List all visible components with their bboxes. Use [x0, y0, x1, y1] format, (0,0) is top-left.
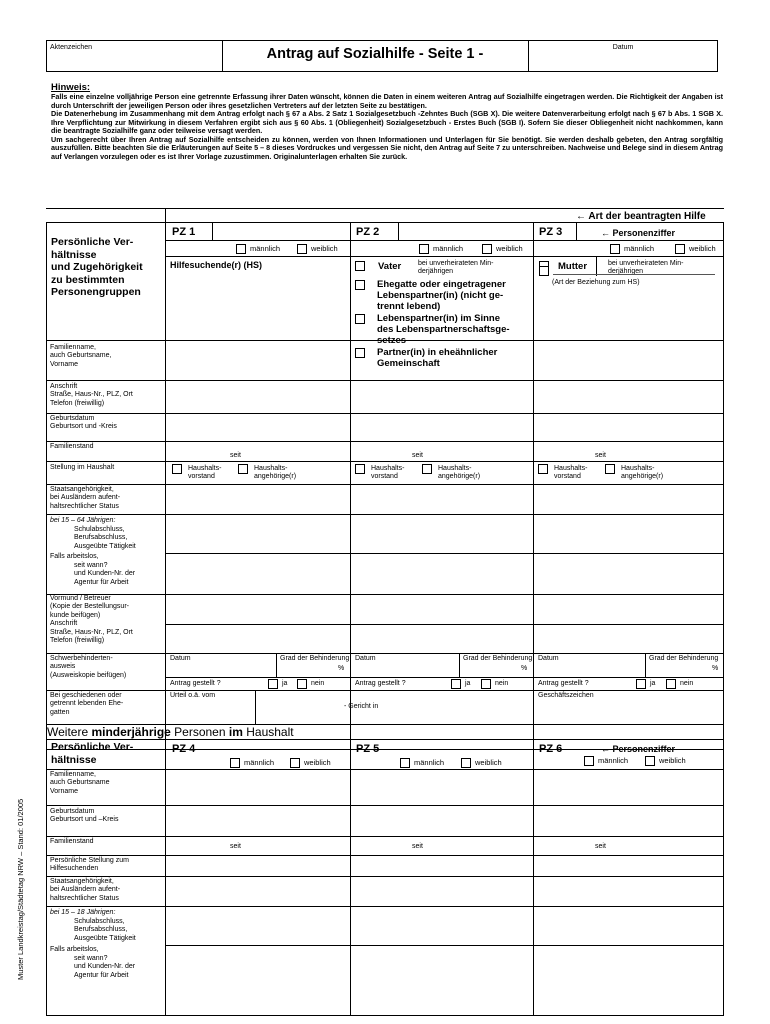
- maennlich-label: männlich: [624, 244, 655, 253]
- hinweis-text: Falls eine einzelne volljährige Person eine getrennte Erfassung ihrer Daten wünscht, können die Daten in einem weiteren Antrag auf Sozialhilfe eingetragen werden. Die Richtigkeit der Angaben ist durch Unterschrift der jeweiligen Person oder ihres gesetzlichen Vertreters auf der letzten Seite zu bestätigen. Die Datenerhebung im Zusammenhang mit dem Antrag erfolgt nach § 67 a Abs. 2 Satz 1 Sozialgesetzbuch -Zehntes Buch (SGB X). Die weitere Datenverarbeitung erfolgt nach § 67 b Abs. 1 SGB X. Ihre Verpflichtung zur Mitwirkung in diesem Verfahren ergibt sich aus § 60 Abs. 1 (Obliegenheit) Sozialgesetzbuch - Erstes Buch (SGB I). Sofern Sie dieser Obliegenheit nicht nachkommen, kann die beantragte Sozialhilfe ganz oder teilweise versagt werden. Um sachgerecht über Ihren Antrag auf Sozialhilfe entscheiden zu können, werden von Ihnen Informationen und Unterlagen für Sie benötigt. Sie werden deshalb gebeten, den Antrag sorgfältig auszufüllen. Bitte beachten Sie die Erläuterungen auf Seite 5 – 8 dieses Vordruckes und vergessen Sie nicht, den Antrag auf Seite 7 zu unterschreiben. Nachweise und Belege sind in diesem Antrag auf Verlangen vorzulegen oder es ist Ihrer Vorlage zuzustimmen. Originalunterlagen erhalten Sie zurück.: [51, 92, 723, 161]
- haushaltsangehoerige-label: Haushalts- angehörige(r): [438, 465, 481, 481]
- haushaltsvorstand-label: Haushalts- vorstand: [554, 465, 588, 481]
- geschieden-label: Bei geschiedenen oder getrennt lebenden Ehe- gatten: [50, 692, 124, 716]
- grad-label: Grad der Behinderung: [463, 655, 533, 662]
- arbeitslos-label: Falls arbeitslos,: [50, 946, 99, 953]
- weiblich-label: weiblich: [304, 758, 331, 767]
- weiblich-label: weiblich: [689, 244, 716, 253]
- pz6-label: PZ 6: [539, 743, 563, 755]
- section2-title: [47, 725, 294, 739]
- art-der-hilfe-label: ← Art der beantragten Hilfe: [576, 211, 706, 222]
- ja-label: ja: [465, 680, 471, 687]
- title-part: Haushalt: [242, 725, 294, 739]
- beziehung-checkbox[interactable]: [539, 266, 549, 276]
- personenziffer-label: ← Personenziffer: [601, 228, 676, 238]
- aktenzeichen-field[interactable]: [47, 54, 221, 71]
- seit-wann-label: seit wann? und Kunden-Nr. der Agentur für Arbeit: [74, 955, 136, 979]
- pz1-haushaltsvorstand-checkbox[interactable]: [172, 464, 182, 474]
- seit-label: seit: [412, 452, 423, 459]
- ehegatte-checkbox[interactable]: [355, 280, 365, 290]
- weiblich-label: weiblich: [659, 756, 686, 765]
- pz3-weiblich-checkbox[interactable]: [675, 244, 685, 254]
- mutter-label: Mutter: [558, 261, 588, 272]
- title-part: im: [228, 725, 243, 739]
- side-footer-text: Muster Landkreistag/Städtetag NRW – Stand: 01/2005: [16, 798, 25, 980]
- lebenspartner-checkbox[interactable]: [355, 314, 365, 324]
- maennlich-label: männlich: [598, 756, 629, 765]
- antrag-gestellt-label: Antrag gestellt ?: [355, 680, 406, 687]
- grad-label: Grad der Behinderung: [649, 655, 719, 662]
- familienstand-label: Familienstand: [50, 838, 94, 845]
- seit-label: seit: [230, 843, 241, 850]
- pz2-ja-checkbox[interactable]: [451, 679, 461, 689]
- pz2-weiblich-checkbox[interactable]: [482, 244, 492, 254]
- pz3-haushaltsangehoerige-checkbox[interactable]: [605, 464, 615, 474]
- gericht-label: - Gericht in: [344, 703, 379, 710]
- datum-label: Datum: [612, 44, 634, 51]
- nein-label: nein: [680, 680, 694, 687]
- pz3-haushaltsvorstand-checkbox[interactable]: [538, 464, 548, 474]
- geschaeftszeichen-label: Geschäftszeichen: [538, 692, 594, 699]
- title-part: minderjährige: [91, 725, 171, 739]
- title-part: Personen: [170, 725, 229, 739]
- mutter-note: bei unverheirateten Min- derjährigen: [608, 260, 684, 276]
- pz5-label: PZ 5: [356, 743, 380, 755]
- familienname-label: Familienname, auch Geburtsname Vorname: [50, 771, 110, 795]
- stellung-label: Stellung im Haushalt: [50, 464, 115, 471]
- section2-heading: Persönliche Ver- hältnisse: [51, 741, 134, 766]
- anschrift-label: Anschrift Straße, Haus-Nr., PLZ, Ort Telefon (freiwillig): [50, 383, 133, 407]
- schwerbehinderten-label: Schwerbehinderten- ausweis (Ausweiskopie beifügen): [50, 655, 127, 679]
- maennlich-label: männlich: [414, 758, 445, 767]
- prozent-label: %: [712, 665, 719, 672]
- partner-label: Partner(in) in eheähnlicher Gemeinschaft: [377, 347, 498, 370]
- datum-field[interactable]: [529, 54, 717, 71]
- seit-label: seit: [595, 843, 606, 850]
- pz3-maennlich-checkbox[interactable]: [610, 244, 620, 254]
- arbeitslos-label: Falls arbeitslos,: [50, 553, 99, 560]
- pz5-maennlich-checkbox[interactable]: [400, 758, 410, 768]
- pz1-label: PZ 1: [172, 226, 196, 238]
- grad-label: Grad der Behinderung: [280, 655, 350, 662]
- hinweis-heading: Hinweis:: [51, 82, 91, 93]
- pz3-label: PZ 3: [539, 226, 563, 238]
- datum-label: Datum: [355, 655, 376, 662]
- bei15-64-label: bei 15 – 64 Jährigen:: [50, 517, 116, 524]
- pz6-maennlich-checkbox[interactable]: [584, 756, 594, 766]
- stellung-label: Persönliche Stellung zum Hilfesuchenden: [50, 857, 129, 873]
- pz1-weiblich-checkbox[interactable]: [297, 244, 307, 254]
- pz4-maennlich-checkbox[interactable]: [230, 758, 240, 768]
- haushaltsvorstand-label: Haushalts- vorstand: [371, 465, 405, 481]
- partner-checkbox[interactable]: [355, 348, 365, 358]
- maennlich-label: männlich: [433, 244, 464, 253]
- ja-label: ja: [282, 680, 288, 687]
- pz1-maennlich-checkbox[interactable]: [236, 244, 246, 254]
- ja-label: ja: [650, 680, 656, 687]
- bei15-18-label: bei 15 – 18 Jährigen:: [50, 909, 116, 916]
- pz1-ja-checkbox[interactable]: [268, 679, 278, 689]
- aktenzeichen-label: Aktenzeichen: [50, 44, 93, 51]
- vormund-label: Vormund / Betreuer (Kopie der Bestellungsur- kunde beifügen) Anschrift Straße, Haus-Nr., PLZ, Ort Telefon (freiwillig): [50, 595, 133, 645]
- schulabschluss-label: Schulabschluss, Berufsabschluss, Ausgeübte Tätigkeit: [74, 918, 136, 942]
- vater-note: bei unverheirateten Min- derjährigen: [418, 260, 494, 276]
- ehegatte-label: Ehegatte oder eingetragener Lebenspartner(in) (nicht ge- trennt lebend): [377, 279, 506, 313]
- vater-checkbox[interactable]: [355, 261, 365, 271]
- pz1-haushaltsangehoerige-checkbox[interactable]: [238, 464, 248, 474]
- geburtsdatum-label: Geburtsdatum Geburtsort und –Kreis: [50, 808, 119, 824]
- pz2-maennlich-checkbox[interactable]: [419, 244, 429, 254]
- weiblich-label: weiblich: [496, 244, 523, 253]
- prozent-label: %: [521, 665, 528, 672]
- nein-label: nein: [495, 680, 509, 687]
- personenziffer-label: ← Personenziffer: [601, 744, 676, 754]
- seit-label: seit: [595, 452, 606, 459]
- staatsangehoerigkeit-label: Staatsangehörigkeit, bei Ausländern aufent- haltsrechtlicher Status: [50, 878, 121, 902]
- section1-heading: Persönliche Ver- hältnisse und Zugehörigkeit zu bestimmten Personengruppen: [51, 236, 143, 298]
- geburtsdatum-label: Geburtsdatum Geburtsort und -Kreis: [50, 415, 117, 431]
- nein-label: nein: [311, 680, 325, 687]
- staatsangehoerigkeit-label: Staatsangehörigkeit, bei Ausländern aufent- haltsrechtlicher Status: [50, 486, 121, 510]
- pz2-haushaltsangehoerige-checkbox[interactable]: [422, 464, 432, 474]
- seit-label: seit: [412, 843, 423, 850]
- seit-label: seit: [230, 452, 241, 459]
- pz3-nein-checkbox[interactable]: [666, 679, 676, 689]
- title-part: Weitere: [47, 725, 92, 739]
- pz3-ja-checkbox[interactable]: [636, 679, 646, 689]
- weiblich-label: weiblich: [475, 758, 502, 767]
- pz2-nein-checkbox[interactable]: [481, 679, 491, 689]
- pz1-nein-checkbox[interactable]: [297, 679, 307, 689]
- haushaltsangehoerige-label: Haushalts- angehörige(r): [621, 465, 664, 481]
- maennlich-label: männlich: [250, 244, 281, 253]
- person-table-2: [46, 739, 724, 1016]
- pz6-weiblich-checkbox[interactable]: [645, 756, 655, 766]
- hilfesuchende-label: Hilfesuchende(r) (HS): [170, 260, 263, 270]
- schulabschluss-label: Schulabschluss, Berufsabschluss, Ausgeübte Tätigkeit: [74, 526, 136, 550]
- pz2-haushaltsvorstand-checkbox[interactable]: [355, 464, 365, 474]
- beziehung-label: (Art der Beziehung zum HS): [552, 279, 640, 286]
- familienname-label: Familienname, auch Geburtsname, Vorname: [50, 344, 112, 368]
- weiblich-label: weiblich: [311, 244, 338, 253]
- haushaltsvorstand-label: Haushalts- vorstand: [188, 465, 222, 481]
- urteil-label: Urteil o.ä. vom: [170, 692, 216, 699]
- seit-wann-label: seit wann? und Kunden-Nr. der Agentur für Arbeit: [74, 562, 136, 586]
- vater-label: Vater: [378, 261, 402, 272]
- familienstand-label: Familienstand: [50, 443, 94, 450]
- pz5-weiblich-checkbox[interactable]: [461, 758, 471, 768]
- datum-label: Datum: [538, 655, 559, 662]
- prozent-label: %: [338, 665, 345, 672]
- pz4-label: PZ 4: [172, 743, 196, 755]
- datum-label: Datum: [170, 655, 191, 662]
- antrag-gestellt-label: Antrag gestellt ?: [538, 680, 589, 687]
- haushaltsangehoerige-label: Haushalts- angehörige(r): [254, 465, 297, 481]
- antrag-gestellt-label: Antrag gestellt ?: [170, 680, 221, 687]
- pz2-label: PZ 2: [356, 226, 380, 238]
- maennlich-label: männlich: [244, 758, 275, 767]
- lebenspartner-label: Lebenspartner(in) im Sinne des Lebenspartnerschaftsge- setzes: [377, 313, 510, 347]
- page-title: Antrag auf Sozialhilfe - Seite 1 -: [266, 46, 484, 62]
- pz4-weiblich-checkbox[interactable]: [290, 758, 300, 768]
